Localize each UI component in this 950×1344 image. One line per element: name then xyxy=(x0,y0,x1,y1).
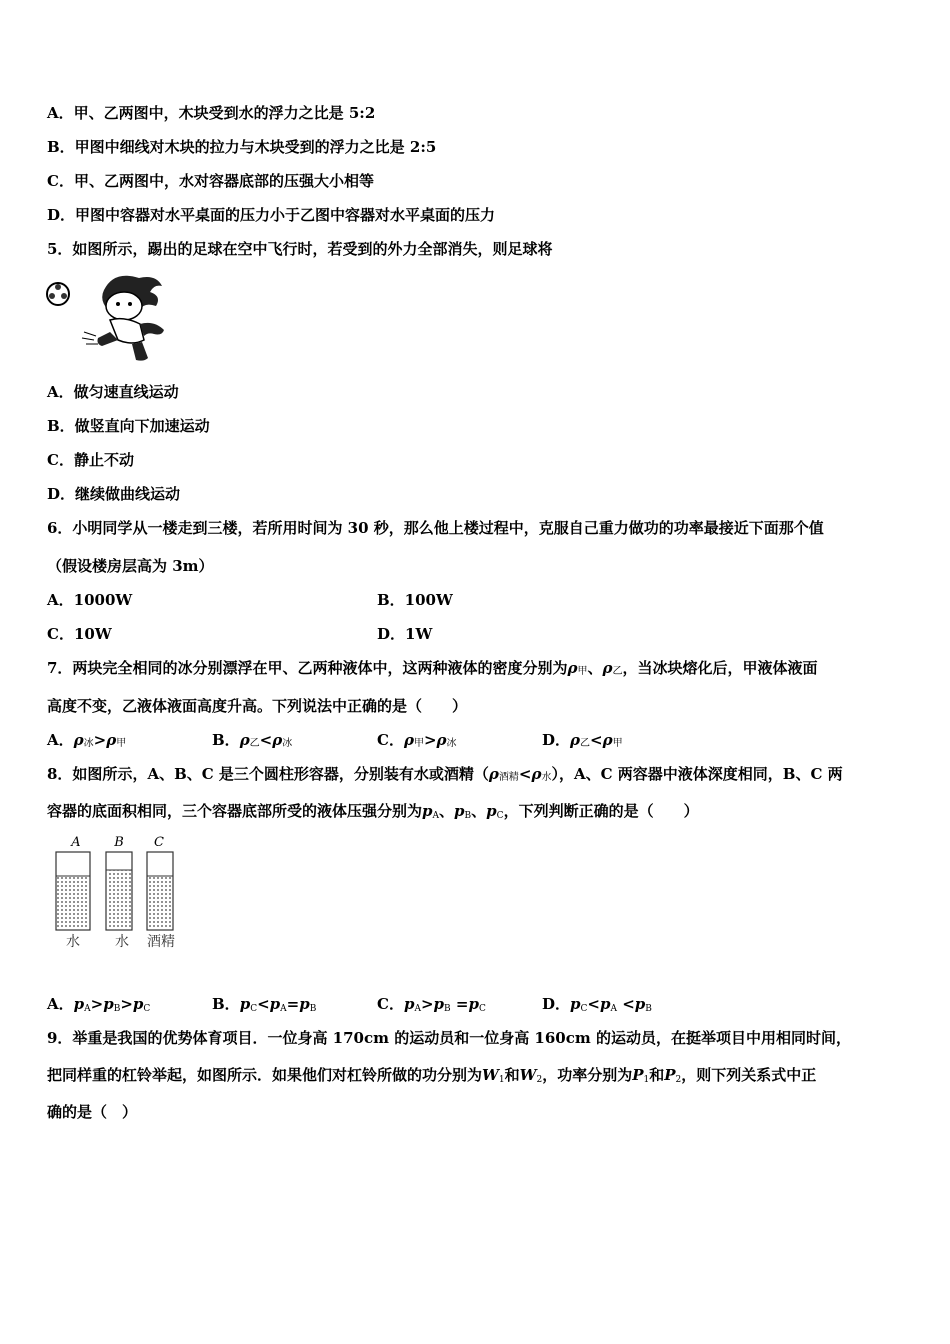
q5-option-a: A．做匀速直线运动 xyxy=(47,383,179,401)
q8-option-c: C．pA>pB =pC xyxy=(377,995,486,1014)
q7-option-d: D．ρ乙<ρ甲 xyxy=(542,731,623,749)
q4-option-a: A．甲、乙两图中，木块受到水的浮力之比是 5:2 xyxy=(47,104,376,122)
q4-option-b: B．甲图中细线对木块的拉力与木块受到的浮力之比是 2:5 xyxy=(47,138,437,156)
liquid-a xyxy=(57,876,89,929)
liquid-c xyxy=(148,876,172,929)
q9-stem-line2: 把同样重的杠铃举起，如图所示．如果他们对杠铃所做的功分别为W1和W2，功率分别为P1和P2，则下列关系式中正 xyxy=(47,1066,817,1085)
container-label-c: C xyxy=(154,835,164,850)
q5-option-c: C．静止不动 xyxy=(47,451,134,469)
q8-option-b: B．pC<pA=pB xyxy=(212,995,317,1014)
liquid-b xyxy=(107,870,131,929)
q6-option-c: C．10W xyxy=(47,625,112,643)
q6-stem-line2: （假设楼房层高为 3m） xyxy=(47,557,214,575)
q7-option-b: B．ρ乙<ρ冰 xyxy=(212,731,293,749)
q8-stem-line2: 容器的底面积相同，三个容器底部所受的液体压强分别为pA、pB、pC，下列判断正确的是（ ） xyxy=(47,802,699,821)
liquid-label-c: 酒精 xyxy=(147,934,175,950)
q5-option-d: D．继续做曲线运动 xyxy=(47,485,181,503)
kicking-football-figure xyxy=(44,270,174,365)
q6-stem-line1: 6．小明同学从一楼走到三楼，若所用时间为 30 秒，那么他上楼过程中，克服自己重力做功的功率最接近下面那个值 xyxy=(47,519,824,537)
q7-stem-line1: 7．两块完全相同的冰分别漂浮在甲、乙两种液体中，这两种液体的密度分别为ρ甲、ρ乙，当冰块熔化后，甲液体液面 xyxy=(47,659,818,677)
q7-option-a: A．ρ冰>ρ甲 xyxy=(47,731,127,749)
q6-option-a: A．1000W xyxy=(47,591,133,609)
container-label-b: B xyxy=(114,835,124,850)
q8-option-a: A．pA>pB>pC xyxy=(47,995,151,1014)
q5-option-b: B．做竖直向下加速运动 xyxy=(47,417,210,435)
q7-stem-line2: 高度不变，乙液体液面高度升高。下列说法中正确的是（ ） xyxy=(47,697,468,715)
q8-stem-line1: 8．如图所示，A、B、C 是三个圆柱形容器，分别装有水或酒精（ρ酒精<ρ水），A、C 两容器中液体深度相同，B、C 两 xyxy=(47,765,843,783)
q4-option-c: C．甲、乙两图中，水对容器底部的压强大小相等 xyxy=(47,172,374,190)
q9-stem-line1: 9．举重是我国的优势体育项目．一位身高 170cm 的运动员和一位身高 160cm 的运动员，在挺举项目中用相同时间， xyxy=(47,1029,851,1047)
q9-stem-line3: 确的是（ ） xyxy=(47,1103,138,1121)
liquid-label-b: 水 xyxy=(115,934,129,950)
q5-stem: 5．如图所示，踢出的足球在空中飞行时，若受到的外力全部消失，则足球将 xyxy=(47,240,553,258)
q6-option-d: D．1W xyxy=(377,625,433,643)
three-containers-figure xyxy=(44,832,184,952)
liquid-label-a: 水 xyxy=(66,934,80,950)
q4-option-d: D．甲图中容器对水平桌面的压力小于乙图中容器对水平桌面的压力 xyxy=(47,206,496,224)
container-label-a: A xyxy=(71,835,81,850)
q7-option-c: C．ρ甲>ρ冰 xyxy=(377,731,457,749)
q6-option-b: B．100W xyxy=(377,591,453,609)
q8-option-d: D．pC<pA <pB xyxy=(542,995,652,1014)
